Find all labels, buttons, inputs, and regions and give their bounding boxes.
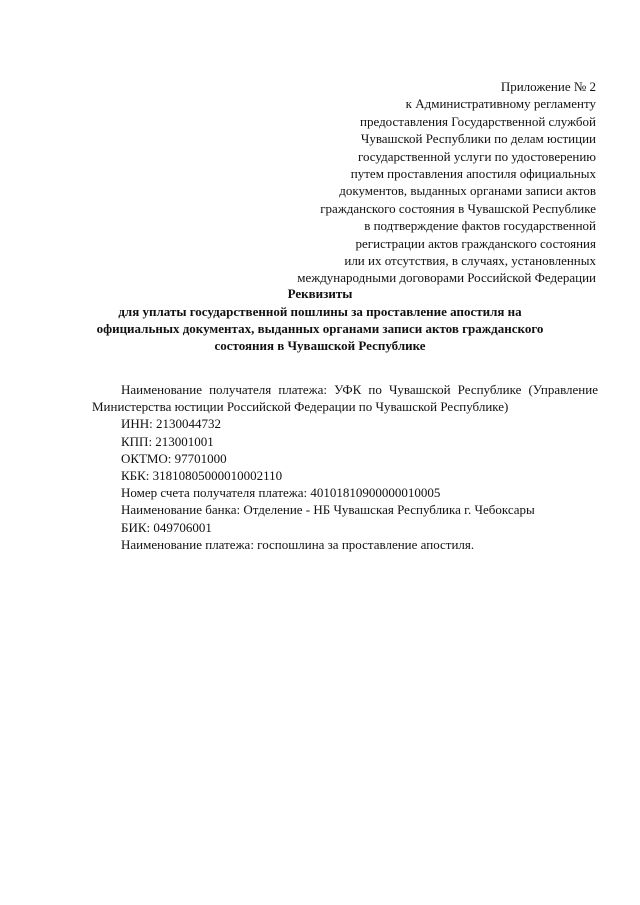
bank-name: Наименование банка: Отделение - НБ Чувашская Республика г. Чебоксары: [121, 502, 535, 518]
appendix-line: гражданского состояния в Чувашской Республике: [320, 200, 596, 216]
title-line: состояния в Чувашской Республике: [214, 338, 426, 353]
title-line: для уплаты государственной пошлины за проставление апостиля на: [118, 304, 522, 319]
oktmo-value: ОКТМО: 97701000: [121, 450, 227, 466]
kbk-value: КБК: 31810805000010002110: [121, 468, 283, 484]
appendix-line: международными договорами Российской Федерации: [297, 270, 596, 286]
appendix-line: регистрации актов гражданского состояния: [355, 235, 596, 251]
appendix-line: государственной услуги по удостоверению: [357, 148, 596, 164]
kpp-value: КПП: 213001001: [121, 433, 214, 449]
title-heading: Реквизиты: [287, 286, 353, 301]
payment-details: [92, 381, 598, 553]
inn-value: ИНН: 2130044732: [121, 416, 222, 432]
payment-purpose: Наименование платежа: госпошлина за проставление апостиля.: [121, 536, 475, 552]
appendix-header: [240, 78, 596, 287]
appendix-line: предоставления Государственной службой: [360, 113, 596, 129]
bik-value: БИК: 049706001: [121, 519, 212, 535]
appendix-line: к Административному регламенту: [405, 96, 596, 112]
appendix-line: в подтверждение фактов государственной: [364, 218, 596, 234]
appendix-line: или их отсутствия, в случаях, установленных: [344, 253, 596, 269]
appendix-line: Приложение № 2: [500, 79, 596, 94]
appendix-line: Чувашской Республики по делам юстиции: [360, 131, 596, 147]
appendix-line: документов, выданных органами записи актов: [339, 183, 596, 199]
appendix-line: путем проставления апостиля официальных: [350, 166, 596, 182]
recipient-name: Наименование получателя платежа: УФК по Чувашской Республике (Управление Министерства юстиции Российской Федерации по Чувашской Республике): [92, 382, 598, 415]
document-title: [90, 285, 550, 354]
title-line: официальных документах, выданных органами записи актов гражданского: [96, 321, 544, 336]
account-number: Номер счета получателя платежа: 40101810900000010005: [121, 485, 441, 501]
